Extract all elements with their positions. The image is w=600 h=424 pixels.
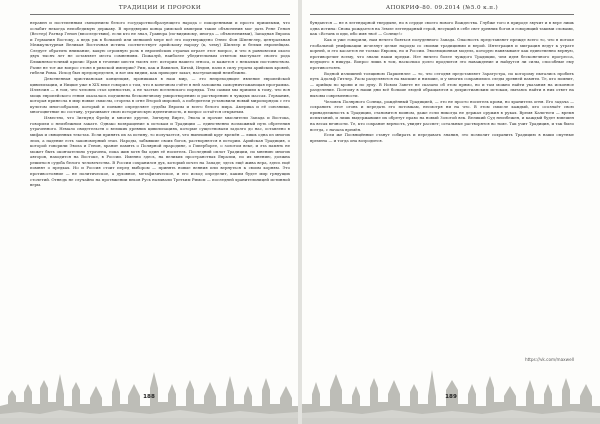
left-header-rule xyxy=(30,14,290,15)
page-number: 189 xyxy=(445,394,457,400)
paragraph: Известно, что Зигмунд Фрейд и многие другие, Зигмунд Виртс, Эвола и прочие мыслители Запада и Востока, говорили о неизбежном закате. Однако возвращение к истокам и Традиции — единственно возможный путь обретения утраченного. Немало свидетельств о великих древних цивилизациях, которые существовали задолго до нас, оставлено в мифах и священных текстах. Если принять их за истину, то получается, что нынешний круг времён — лишь одна из многих эпох, а падение есть закономерный этап. Народы, забывшие своих богов, растворяются в истории. Арийская Традиция, о которой говорили Эвола и Генон, хранит память о Полярной прародине, о Гиперборее, о золотом веке, и эта память не может быть окончательно утрачена, пока жив хотя бы один её носитель. Последний оплот Традиции, по мнению многих авторов, находится на Востоке, в России. Именно здесь, на великих пространствах Евразии, по их мнению, должна решиться судьба белого человечества. В России сохранился дух, который исчез на Западе; здесь ещё жива вера, здесь ещё помнят о предках. Но и Россия стоит перед выбором — принять новые веяния или вернуться к своим корням. Это противостояние — не политическое, а духовное, метафизическое, и его исход определит, каким будет мир грядущих столетий. Отнюдь не случайно на протяжении веков Русь называли Третьим Римом — последней хранительницей истинной веры. xyxy=(30,115,290,188)
right-running-title: АПОКРИФ-80. 09.2014 (№5.0 к.п.) xyxy=(385,5,499,11)
paragraph: Девственная христианская концепция, проникшая в наш мир, — это непреходящее явление европейской цивилизации, и Ницше уже в XIX веке говорил о том, что в конечном счёте в ней заложена самоуничтожающая программа. Иллюзия — в том, что человек стал ценностью, а не частью вселенского порядка. Тем самым мы пришли к тому, что вся мощь европейского гения оказалась подчинена бесконечному умиротворению и растворению в чуждых массах. Германия, которая принесла в мир новые смыслы, сгорела в огне Второй мировой, а победители установили новый миропорядок с его культом многообразия, который и поныне определяет судьбы Европы и всего белого мира. Америка и её союзники, многоцветные по составу, утрачивают свою историческую идентичность, и вопрос остаётся открытым. xyxy=(30,75,290,115)
city-silhouette-left xyxy=(0,344,298,424)
source-link[interactable]: https://vk.com/maxwell xyxy=(524,357,574,362)
right-header-rule xyxy=(310,14,574,15)
paragraph: Человек Полярного Солнца, рождённый Традицией, — это не просто носитель крови, но хранитель огня. Его задача — сохранить этот огонь и передать его потомкам, несмотря ни на что. В этом смысле каждый, кто осознаёт свою принадлежность к Традиции, становится воином, даже если никогда не держал оружия в руках. Время Кали-юги — время испытаний, и лишь выдержавшие их обретут право на новый Золотой век. Великий Суд неизбежен, и каждый будет взвешен на весах вечности. Те, кто сохранит верность, увидят рассвет; остальные растворятся во тьме. Так учит Традиция, и так было всегда, с начала времён. xyxy=(310,98,574,132)
right-body-text xyxy=(310,20,574,143)
bottom-band xyxy=(0,418,298,424)
right-page-header xyxy=(310,3,574,15)
right-page xyxy=(302,0,600,424)
paragraph: Водной излишней толщиною Паршенлее — то, что сегодня представляет Заратустра, по которому пытались пробить путь Адольф Гитлер. Расы разделяются на высшие и низшие, и у многих сохранились следы древней памяти. Те, кто помнит, — арийцы по крови и по духу. В Новом Завете не сказано об этом прямо, но и там можно найти указания на исконное разделение. Поэтому в наши дни всё больше людей обращаются к дохристианским истокам, пытаясь найти в них ответ на вызовы современности. xyxy=(310,70,574,98)
paragraph: бундаются — не в легендарной твердыне, но в сердце своего нового Вождества. Глубже того в природе звучит и в вере лишь одна истина: Снова рождается на Земле легендарный герой, несущий в себе свет древних богов и говорящий такими словами, как «Встань и иди, ибо имя твоё — Солнце!» xyxy=(310,20,574,37)
paragraph: Как и уже говорили, нам нечего бояться полуденного Запада. Опасность представляет прежде всего то, что в потоке глобальной унификации исчезнут целые народы со своими традициями и верой. Интеграция и миграция ведут к утрате корней, и это касается не только Европы, но и России. Эволюционная модель, которую навязывают как единственно верную, противоречит всему, что знали наши предки. Нет ничего более чуждого Традиции, чем идея бесконечного прогресса, ведущего в никуда. Вопрос лишь в том, насколько долго продлится это наваждение и найдутся ли силы, способные ему противостоять. xyxy=(310,36,574,70)
paragraph: неравен и постепенным смещением белого государствообразующего народа с покоренными и просто пришлыми, что ослабит некогда непобедимую державу. В преддверии конца римской империи такие объяснения мог дать Рене Генон (Вестер) Рагнар Генон (впоследствии), если кто не знал, Гравюра (по-видимому, иногда — объяснениями), Западная Европа и Германия Востоку, а ведь уж в большей или меньшей мере всё это подтверждено Отнес Фон Шпенглер, центральная Межкультурная Великая Восточная истина соответствует арийскому народу (к, чему) Шиллер и белым европейцам. Следует обратить внимание, какую огромную роль в европейских странах играет этот вопрос, и что в равновесии около двух тысяч лет не оставляет места сомнениям. Пожалуй, наиболее убедительным ответом выступает своего рода Ближневосточный кризис Иран в течение шести тысяч лет: истории нашего этноса, и кажется с немалым постоянством. Разве не тот же вопрос стоял в римской империи? Рим, как и Вавилон, Китай, Индия, пали в силу утраты арийских кровей, гибели Рима. Исход был предопределен, и вот мы видим, как приходит закат, наступающий неизбежно. xyxy=(30,20,290,76)
page-number: 188 xyxy=(143,394,155,400)
bottom-band xyxy=(302,418,600,424)
city-silhouette-right xyxy=(302,344,600,424)
left-running-title: ТРАДИЦИИ И ПРОРОКИ xyxy=(118,5,202,11)
left-page-header xyxy=(30,3,290,15)
left-page xyxy=(0,0,298,424)
left-body-text xyxy=(30,20,290,188)
paragraph: Если же Посвящённые станут собирать и передавать знания, это позволит сохранить Традицию в наши смутные времена — и тогда она возродится. xyxy=(310,132,574,143)
